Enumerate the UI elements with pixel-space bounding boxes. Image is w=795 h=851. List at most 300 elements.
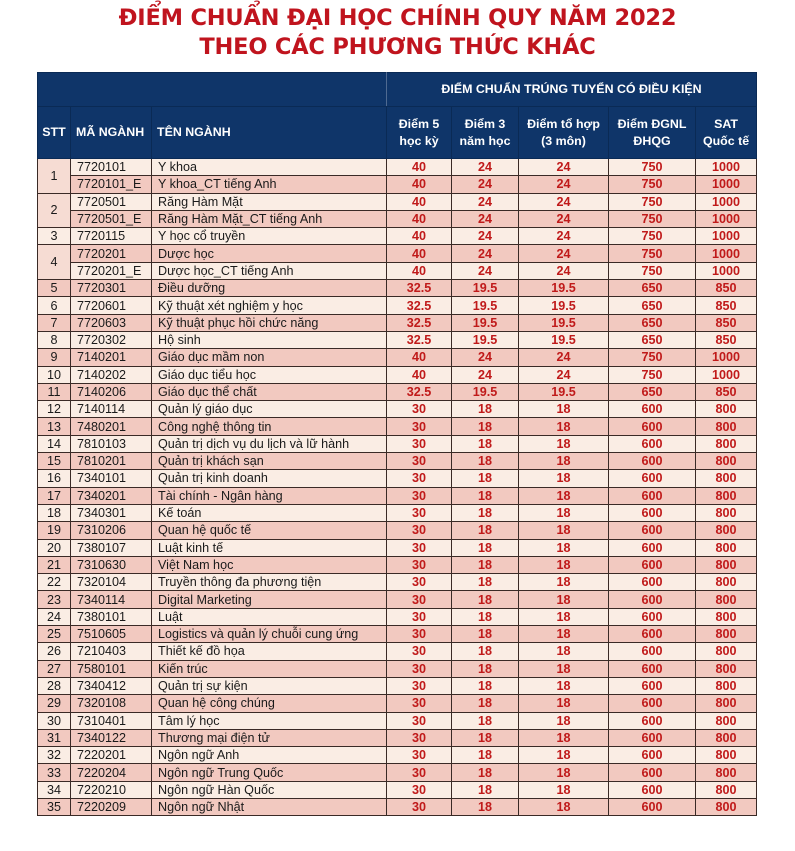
cell-stt: 12 — [38, 401, 71, 418]
table-row — [38, 504, 757, 521]
cell-diem3: 18 — [452, 626, 519, 643]
cell-stt: 2 — [38, 193, 71, 228]
cell-tohop: 18 — [519, 695, 609, 712]
table-row — [38, 556, 757, 573]
cell-sat: 800 — [696, 781, 757, 798]
cell-diem5: 40 — [387, 159, 452, 176]
cell-stt: 15 — [38, 453, 71, 470]
cell-sat: 850 — [696, 280, 757, 297]
cell-diem3: 18 — [452, 539, 519, 556]
table-row — [38, 608, 757, 625]
cell-tohop: 18 — [519, 453, 609, 470]
cell-tohop: 18 — [519, 539, 609, 556]
cell-diem5: 30 — [387, 435, 452, 452]
cell-diem5: 40 — [387, 245, 452, 262]
cell-diem3: 24 — [452, 349, 519, 366]
table-row — [38, 349, 757, 366]
table-row — [38, 522, 757, 539]
cell-dgnl: 750 — [609, 159, 696, 176]
cell-diem5: 30 — [387, 608, 452, 625]
cell-code: 7720501 — [71, 193, 152, 210]
cell-name: Công nghệ thông tin — [152, 418, 387, 435]
cell-name: Ngôn ngữ Nhật — [152, 798, 387, 815]
table-row — [38, 677, 757, 694]
cell-code: 7720115 — [71, 228, 152, 245]
cell-sat: 800 — [696, 556, 757, 573]
cell-sat: 1000 — [696, 245, 757, 262]
cell-tohop: 18 — [519, 747, 609, 764]
table-row — [38, 262, 757, 279]
cell-code: 7140206 — [71, 383, 152, 400]
cell-stt: 4 — [38, 245, 71, 280]
cell-dgnl: 600 — [609, 747, 696, 764]
cell-stt: 33 — [38, 764, 71, 781]
cell-dgnl: 600 — [609, 712, 696, 729]
cell-diem3: 24 — [452, 228, 519, 245]
cell-stt: 11 — [38, 383, 71, 400]
cell-stt: 35 — [38, 798, 71, 815]
table-row — [38, 487, 757, 504]
table-row — [38, 401, 757, 418]
cell-diem5: 30 — [387, 712, 452, 729]
cell-tohop: 18 — [519, 591, 609, 608]
cell-sat: 850 — [696, 297, 757, 314]
cell-code: 7510605 — [71, 626, 152, 643]
cell-dgnl: 600 — [609, 504, 696, 521]
cell-name: Quản trị dịch vụ du lịch và lữ hành — [152, 435, 387, 452]
cell-dgnl: 600 — [609, 626, 696, 643]
cell-tohop: 18 — [519, 608, 609, 625]
cell-code: 7220210 — [71, 781, 152, 798]
cell-code: 7720501_E — [71, 210, 152, 227]
cell-diem5: 40 — [387, 262, 452, 279]
table-row — [38, 574, 757, 591]
cell-code: 7720301 — [71, 280, 152, 297]
cell-dgnl: 650 — [609, 331, 696, 348]
cell-diem5: 30 — [387, 487, 452, 504]
cell-diem3: 24 — [452, 262, 519, 279]
cell-tohop: 18 — [519, 418, 609, 435]
table-row — [38, 470, 757, 487]
header-name: TÊN NGÀNH — [152, 107, 387, 159]
cell-diem3: 24 — [452, 193, 519, 210]
cell-sat: 1000 — [696, 349, 757, 366]
header-diem5: Điểm 5 học kỳ — [387, 107, 452, 159]
cell-dgnl: 600 — [609, 729, 696, 746]
cell-sat: 800 — [696, 539, 757, 556]
table-row — [38, 331, 757, 348]
cell-tohop: 18 — [519, 764, 609, 781]
cell-name: Giáo dục mầm non — [152, 349, 387, 366]
cell-code: 7720101 — [71, 159, 152, 176]
cell-stt: 28 — [38, 677, 71, 694]
cell-sat: 800 — [696, 418, 757, 435]
cell-code: 7720601 — [71, 297, 152, 314]
cell-sat: 800 — [696, 487, 757, 504]
cell-sat: 800 — [696, 712, 757, 729]
cell-dgnl: 650 — [609, 314, 696, 331]
cell-diem5: 30 — [387, 539, 452, 556]
cell-code: 7340122 — [71, 729, 152, 746]
cell-tohop: 18 — [519, 798, 609, 815]
table-row — [38, 453, 757, 470]
cell-dgnl: 750 — [609, 228, 696, 245]
cell-name: Quản trị sự kiện — [152, 677, 387, 694]
cell-name: Digital Marketing — [152, 591, 387, 608]
cell-name: Y học cổ truyền — [152, 228, 387, 245]
cell-sat: 800 — [696, 626, 757, 643]
cell-code: 7720603 — [71, 314, 152, 331]
cell-code: 7320104 — [71, 574, 152, 591]
cell-code: 7340412 — [71, 677, 152, 694]
cell-tohop: 18 — [519, 504, 609, 521]
cell-tohop: 24 — [519, 262, 609, 279]
cell-stt: 21 — [38, 556, 71, 573]
cell-sat: 850 — [696, 331, 757, 348]
cell-diem3: 19.5 — [452, 331, 519, 348]
cell-stt: 5 — [38, 280, 71, 297]
cell-code: 7720201 — [71, 245, 152, 262]
cell-stt: 16 — [38, 470, 71, 487]
cell-diem5: 40 — [387, 228, 452, 245]
cell-tohop: 18 — [519, 470, 609, 487]
cell-stt: 1 — [38, 159, 71, 194]
cell-code: 7310401 — [71, 712, 152, 729]
cell-code: 7340114 — [71, 591, 152, 608]
cell-code: 7310630 — [71, 556, 152, 573]
cell-dgnl: 600 — [609, 539, 696, 556]
cell-dgnl: 750 — [609, 176, 696, 193]
cell-name: Quản lý giáo dục — [152, 401, 387, 418]
cell-diem3: 18 — [452, 764, 519, 781]
cell-dgnl: 600 — [609, 591, 696, 608]
cell-tohop: 18 — [519, 712, 609, 729]
cell-name: Tài chính - Ngân hàng — [152, 487, 387, 504]
cell-stt: 25 — [38, 626, 71, 643]
cell-code: 7340301 — [71, 504, 152, 521]
cell-diem3: 18 — [452, 712, 519, 729]
cell-name: Giáo dục thể chất — [152, 383, 387, 400]
cell-diem3: 18 — [452, 487, 519, 504]
cell-tohop: 24 — [519, 349, 609, 366]
cell-diem5: 30 — [387, 418, 452, 435]
cell-sat: 1000 — [696, 193, 757, 210]
cell-diem3: 24 — [452, 245, 519, 262]
title-line-1: ĐIỂM CHUẨN ĐẠI HỌC CHÍNH QUY NĂM 2022 — [118, 5, 677, 31]
cell-diem3: 24 — [452, 176, 519, 193]
cell-sat: 800 — [696, 453, 757, 470]
cell-diem5: 32.5 — [387, 331, 452, 348]
cell-stt: 24 — [38, 608, 71, 625]
table-row — [38, 245, 757, 262]
cell-diem5: 32.5 — [387, 314, 452, 331]
table-row — [38, 747, 757, 764]
table-row — [38, 729, 757, 746]
cell-diem3: 19.5 — [452, 297, 519, 314]
table-row — [38, 798, 757, 815]
cell-sat: 1000 — [696, 366, 757, 383]
cell-stt: 13 — [38, 418, 71, 435]
cell-stt: 8 — [38, 331, 71, 348]
cell-diem5: 40 — [387, 349, 452, 366]
cell-dgnl: 650 — [609, 383, 696, 400]
cell-name: Thương mại điện tử — [152, 729, 387, 746]
cell-name: Luật — [152, 608, 387, 625]
cell-tohop: 19.5 — [519, 331, 609, 348]
cell-diem5: 30 — [387, 677, 452, 694]
cell-tohop: 19.5 — [519, 280, 609, 297]
cell-dgnl: 750 — [609, 210, 696, 227]
table-row — [38, 591, 757, 608]
cell-dgnl: 750 — [609, 366, 696, 383]
cell-name: Logistics và quản lý chuỗi cung ứng — [152, 626, 387, 643]
cell-tohop: 18 — [519, 626, 609, 643]
cell-sat: 800 — [696, 435, 757, 452]
cell-sat: 800 — [696, 677, 757, 694]
table-row — [38, 193, 757, 210]
cell-sat: 800 — [696, 798, 757, 815]
cell-diem3: 18 — [452, 677, 519, 694]
cell-dgnl: 600 — [609, 470, 696, 487]
cell-diem3: 18 — [452, 522, 519, 539]
cell-diem5: 30 — [387, 522, 452, 539]
cell-tohop: 18 — [519, 660, 609, 677]
cell-code: 7140114 — [71, 401, 152, 418]
cell-diem3: 18 — [452, 470, 519, 487]
cell-diem5: 30 — [387, 747, 452, 764]
cell-diem3: 24 — [452, 159, 519, 176]
cell-name: Ngôn ngữ Trung Quốc — [152, 764, 387, 781]
cell-code: 7220204 — [71, 764, 152, 781]
header-diem3: Điểm 3 năm học — [452, 107, 519, 159]
cell-code: 7380107 — [71, 539, 152, 556]
cell-dgnl: 600 — [609, 608, 696, 625]
cell-sat: 1000 — [696, 228, 757, 245]
cell-diem3: 18 — [452, 435, 519, 452]
cell-tohop: 24 — [519, 176, 609, 193]
cell-diem5: 32.5 — [387, 280, 452, 297]
cell-tohop: 18 — [519, 522, 609, 539]
cell-name: Dược học_CT tiếng Anh — [152, 262, 387, 279]
cell-diem3: 18 — [452, 418, 519, 435]
cell-tohop: 19.5 — [519, 383, 609, 400]
cell-name: Luật kinh tế — [152, 539, 387, 556]
cell-sat: 800 — [696, 608, 757, 625]
cell-diem3: 18 — [452, 453, 519, 470]
header-blank — [38, 73, 387, 107]
cell-stt: 20 — [38, 539, 71, 556]
cell-stt: 27 — [38, 660, 71, 677]
cell-diem5: 30 — [387, 556, 452, 573]
cell-stt: 10 — [38, 366, 71, 383]
cell-code: 7720101_E — [71, 176, 152, 193]
cell-diem3: 18 — [452, 556, 519, 573]
cell-tohop: 24 — [519, 245, 609, 262]
cell-stt: 34 — [38, 781, 71, 798]
cell-diem5: 30 — [387, 695, 452, 712]
cell-tohop: 18 — [519, 556, 609, 573]
cell-dgnl: 600 — [609, 764, 696, 781]
cell-stt: 26 — [38, 643, 71, 660]
cell-diem5: 30 — [387, 764, 452, 781]
cell-diem5: 30 — [387, 453, 452, 470]
cell-tohop: 18 — [519, 487, 609, 504]
cell-code: 7310206 — [71, 522, 152, 539]
cell-sat: 800 — [696, 401, 757, 418]
table-row — [38, 228, 757, 245]
table-row — [38, 314, 757, 331]
table-row — [38, 781, 757, 798]
cell-tohop: 18 — [519, 677, 609, 694]
cell-diem3: 19.5 — [452, 383, 519, 400]
cell-code: 7140201 — [71, 349, 152, 366]
table-row — [38, 176, 757, 193]
cell-diem3: 18 — [452, 729, 519, 746]
cell-tohop: 24 — [519, 228, 609, 245]
cell-diem5: 30 — [387, 781, 452, 798]
cell-sat: 800 — [696, 764, 757, 781]
cell-dgnl: 600 — [609, 695, 696, 712]
cell-name: Kế toán — [152, 504, 387, 521]
table-row — [38, 383, 757, 400]
cell-name: Tâm lý học — [152, 712, 387, 729]
cell-diem3: 18 — [452, 798, 519, 815]
cell-diem3: 18 — [452, 747, 519, 764]
cell-tohop: 18 — [519, 574, 609, 591]
table-row — [38, 366, 757, 383]
cell-diem3: 19.5 — [452, 314, 519, 331]
header-sat: SAT Quốc tế — [696, 107, 757, 159]
table-row — [38, 435, 757, 452]
table-row — [38, 418, 757, 435]
cell-sat: 1000 — [696, 210, 757, 227]
header-tohop: Điểm tổ hợp (3 môn) — [519, 107, 609, 159]
cell-name: Dược học — [152, 245, 387, 262]
cell-code: 7720302 — [71, 331, 152, 348]
cell-dgnl: 600 — [609, 781, 696, 798]
cell-diem5: 30 — [387, 729, 452, 746]
cell-tohop: 18 — [519, 401, 609, 418]
cell-code: 7220201 — [71, 747, 152, 764]
cell-name: Quản trị kinh doanh — [152, 470, 387, 487]
cell-name: Giáo dục tiểu học — [152, 366, 387, 383]
cell-diem5: 30 — [387, 798, 452, 815]
header-dgnl: Điểm ĐGNL ĐHQG — [609, 107, 696, 159]
cell-sat: 1000 — [696, 262, 757, 279]
cell-dgnl: 600 — [609, 487, 696, 504]
cell-diem3: 18 — [452, 695, 519, 712]
cell-sat: 800 — [696, 729, 757, 746]
cell-diem3: 24 — [452, 210, 519, 227]
cell-dgnl: 750 — [609, 262, 696, 279]
cell-sat: 1000 — [696, 159, 757, 176]
cell-diem3: 18 — [452, 574, 519, 591]
cell-code: 7340201 — [71, 487, 152, 504]
cell-code: 7480201 — [71, 418, 152, 435]
cell-sat: 800 — [696, 574, 757, 591]
cell-stt: 14 — [38, 435, 71, 452]
cell-name: Y khoa_CT tiếng Anh — [152, 176, 387, 193]
cell-sat: 800 — [696, 643, 757, 660]
cell-dgnl: 600 — [609, 453, 696, 470]
cell-diem5: 30 — [387, 470, 452, 487]
cell-dgnl: 600 — [609, 522, 696, 539]
cell-sat: 800 — [696, 591, 757, 608]
cell-tohop: 18 — [519, 643, 609, 660]
cell-diem5: 30 — [387, 626, 452, 643]
table-row — [38, 712, 757, 729]
cell-diem5: 30 — [387, 401, 452, 418]
table-row — [38, 643, 757, 660]
cell-name: Kỹ thuật xét nghiệm y học — [152, 297, 387, 314]
cell-dgnl: 600 — [609, 435, 696, 452]
cell-diem3: 18 — [452, 504, 519, 521]
cell-stt: 23 — [38, 591, 71, 608]
cell-name: Răng Hàm Mặt — [152, 193, 387, 210]
cell-dgnl: 750 — [609, 245, 696, 262]
cell-dgnl: 650 — [609, 280, 696, 297]
table-row — [38, 210, 757, 227]
cell-stt: 6 — [38, 297, 71, 314]
cell-name: Quan hệ công chúng — [152, 695, 387, 712]
cell-stt: 31 — [38, 729, 71, 746]
admission-scores-table — [37, 72, 757, 816]
cell-diem3: 18 — [452, 608, 519, 625]
cell-code: 7340101 — [71, 470, 152, 487]
cell-name: Hộ sinh — [152, 331, 387, 348]
table-row — [38, 764, 757, 781]
cell-dgnl: 600 — [609, 574, 696, 591]
cell-tohop: 19.5 — [519, 314, 609, 331]
cell-code: 7720201_E — [71, 262, 152, 279]
cell-sat: 850 — [696, 383, 757, 400]
table-row — [38, 297, 757, 314]
table-row — [38, 626, 757, 643]
cell-diem5: 40 — [387, 210, 452, 227]
cell-dgnl: 600 — [609, 643, 696, 660]
cell-stt: 29 — [38, 695, 71, 712]
cell-tohop: 24 — [519, 210, 609, 227]
cell-tohop: 19.5 — [519, 297, 609, 314]
cell-sat: 1000 — [696, 176, 757, 193]
cell-diem5: 40 — [387, 176, 452, 193]
cell-diem3: 18 — [452, 401, 519, 418]
cell-sat: 800 — [696, 660, 757, 677]
cell-code: 7380101 — [71, 608, 152, 625]
cell-name: Quan hệ quốc tế — [152, 522, 387, 539]
page-title — [0, 4, 795, 62]
cell-dgnl: 750 — [609, 193, 696, 210]
cell-sat: 800 — [696, 522, 757, 539]
cell-diem3: 18 — [452, 591, 519, 608]
group-header: ĐIỂM CHUẨN TRÚNG TUYỂN CÓ ĐIỀU KIỆN — [387, 73, 757, 107]
cell-diem3: 24 — [452, 366, 519, 383]
cell-code: 7140202 — [71, 366, 152, 383]
cell-stt: 18 — [38, 504, 71, 521]
cell-name: Quản trị khách sạn — [152, 453, 387, 470]
cell-tohop: 18 — [519, 781, 609, 798]
cell-name: Điều dưỡng — [152, 280, 387, 297]
cell-diem3: 18 — [452, 781, 519, 798]
cell-tohop: 24 — [519, 366, 609, 383]
cell-diem5: 30 — [387, 643, 452, 660]
cell-dgnl: 600 — [609, 677, 696, 694]
cell-name: Kiến trúc — [152, 660, 387, 677]
cell-name: Ngôn ngữ Hàn Quốc — [152, 781, 387, 798]
table-row — [38, 280, 757, 297]
table-row — [38, 695, 757, 712]
cell-diem3: 18 — [452, 643, 519, 660]
